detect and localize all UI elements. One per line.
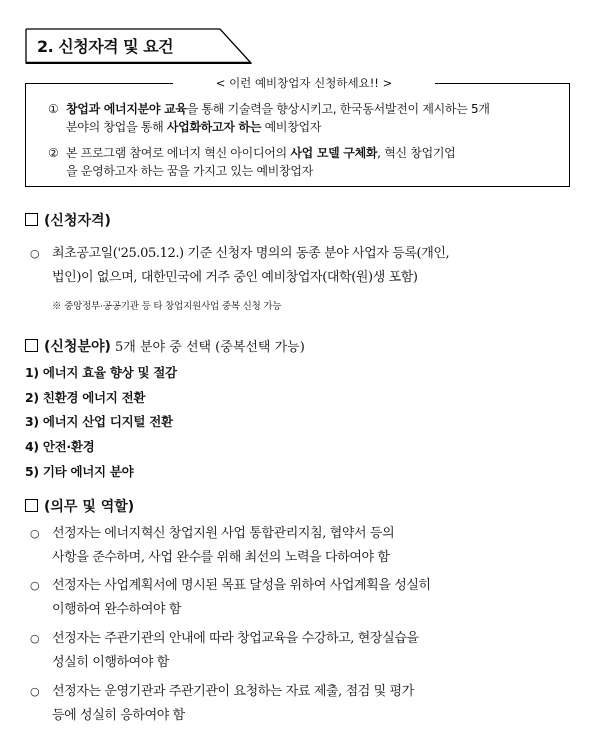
field-item-4: 4) 안전·환경 [25, 439, 95, 454]
duty-2-line2: 이행하여 완수하여야 함 [52, 602, 182, 617]
field-item-2: 2) 친환경 에너지 전환 [25, 390, 146, 405]
recruit-item-1-bold-a: 창업과 에너지분야 교육 [66, 102, 187, 116]
bullet-circle-icon: ○ [30, 685, 40, 698]
recruit-item-1-rest: 을 통해 기술력을 향상시키고, 한국동서발전이 제시하는 5개 [186, 102, 490, 116]
recruit-box-heading: < 이런 예비창업자 신청하세요!! > [173, 75, 435, 91]
duty-4-line1: 선정자는 운영기관과 주관기관이 요청하는 자료 제출, 점검 및 평가 [52, 684, 414, 699]
duty-4-line2: 등에 성실히 응하여야 함 [52, 708, 185, 723]
bullet-circle-icon: ○ [30, 247, 40, 260]
duty-1-line1: 선정자는 에너지혁신 창업지원 사업 통합관리지침, 협약서 등의 [52, 526, 395, 541]
duty-item-1 [30, 522, 570, 570]
duty-item-2 [30, 574, 570, 622]
recruit-item-2-rest: , 혁신 창업기업 [377, 146, 456, 160]
recruit-item-1-line2-rest: 예비창업자 [261, 120, 322, 134]
field-item-1: 1) 에너지 효율 향상 및 절감 [25, 365, 177, 380]
qualification-paragraph [30, 242, 570, 290]
fields-heading-text: (신청분야) [44, 339, 111, 355]
recruit-item-2-line2: 을 운영하고자 하는 꿈을 가지고 있는 예비창업자 [66, 164, 313, 178]
recruit-item-2-pre: 본 프로그램 참여로 에너지 혁신 아이디어의 [66, 146, 291, 160]
fields-heading [25, 336, 305, 356]
qualification-heading [25, 210, 111, 230]
qualification-line2: 법인)이 없으며, 대한민국에 거주 중인 예비창업자(대학(원)생 포함) [52, 270, 418, 285]
checkbox-square-icon [25, 499, 38, 512]
recruit-box [25, 76, 570, 187]
checkbox-square-icon [25, 213, 38, 226]
bullet-circle-icon: ○ [30, 632, 40, 645]
field-item-3: 3) 에너지 산업 디지털 전환 [25, 414, 173, 429]
bullet-circle-icon: ○ [30, 579, 40, 592]
recruit-item-2-line1 [48, 145, 558, 161]
recruit-item-1-line2-pre: 분야의 창업을 통해 [66, 120, 167, 134]
duty-1-line2: 사항을 준수하며, 사업 완수를 위해 최선의 노력을 다하여야 함 [52, 550, 390, 565]
qualification-heading-text: (신청자격) [44, 213, 111, 229]
duty-item-4 [30, 680, 570, 728]
recruit-item-2-marker: ② [48, 146, 59, 160]
duty-2-line1: 선정자는 사업계획서에 명시된 목표 달성을 위하여 사업계획을 성실히 [52, 578, 431, 593]
recruit-item-1-line1 [48, 101, 558, 117]
duty-3-line1: 선정자는 주관기관의 안내에 따라 창업교육을 수강하고, 현장실습을 [52, 631, 419, 646]
fields-heading-suffix: 5개 분야 중 선택 (중복선택 가능) [110, 340, 305, 355]
checkbox-square-icon [25, 339, 38, 352]
section-title-tab [25, 28, 252, 64]
field-item-5: 5) 기타 에너지 분야 [25, 464, 134, 479]
duties-heading [25, 496, 134, 516]
recruit-item-2-bold: 사업 모델 구체화 [290, 146, 378, 160]
recruit-item-1-line2 [66, 119, 576, 135]
recruit-item-1-marker: ① [48, 102, 59, 116]
qualification-note: ※ 중앙정부·공공기관 등 타 창업지원사업 중복 신청 가능 [52, 301, 282, 312]
recruit-item-1-line2-bold: 사업화하고자 하는 [166, 120, 262, 134]
duty-item-3 [30, 627, 570, 675]
qualification-line1: 최초공고일('25.05.12.) 기준 신청자 명의의 동종 분야 사업자 등록(개인, [52, 246, 450, 261]
bullet-circle-icon: ○ [30, 527, 40, 540]
duties-heading-text: (의무 및 역할) [44, 499, 135, 515]
duty-3-line2: 성실히 이행하여야 함 [52, 655, 169, 670]
section-title: 2. 신청자격 및 요건 [37, 37, 174, 56]
